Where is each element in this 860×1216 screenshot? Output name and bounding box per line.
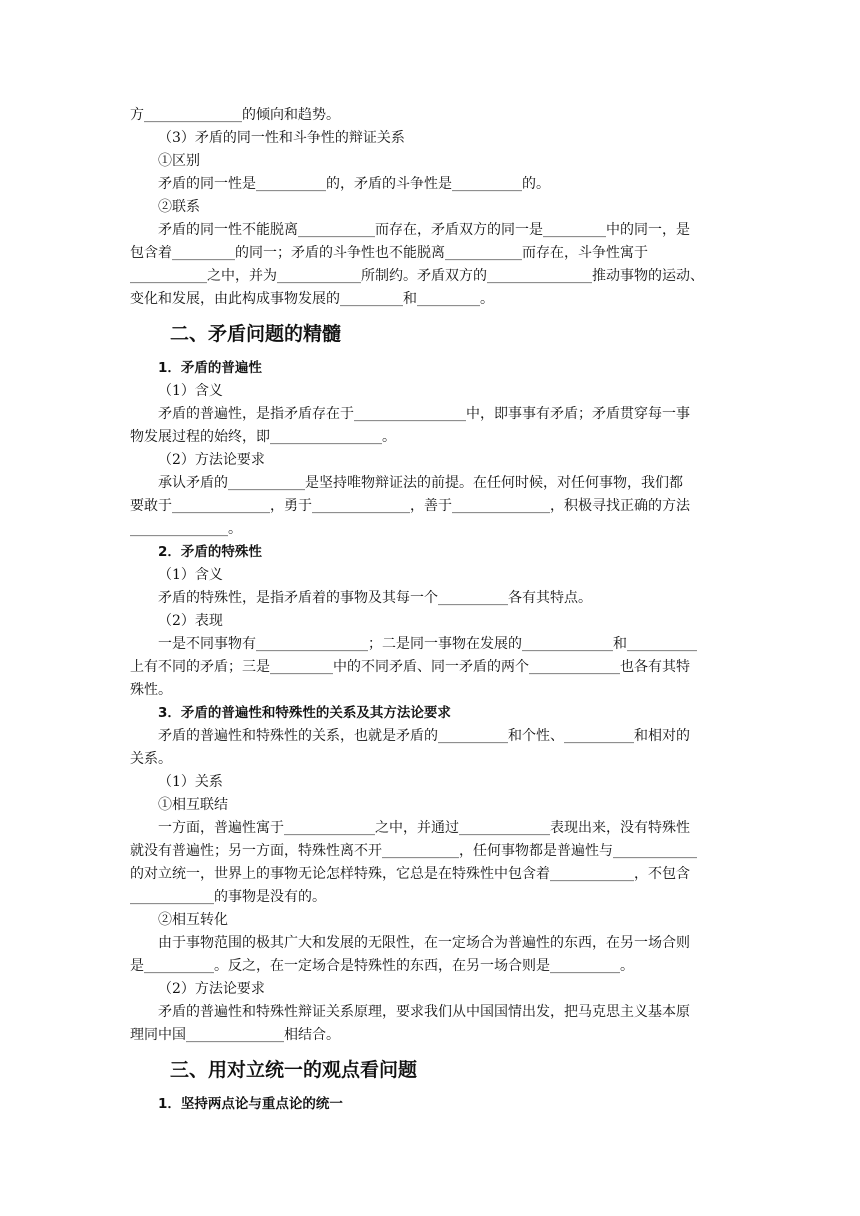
text-line: （2）方法论要求 [158, 981, 265, 997]
section-heading: 二、矛盾问题的精髓 [170, 323, 342, 345]
text-line: （1）含义 [158, 567, 223, 583]
text-line: 方______________的倾向和趋势。 [130, 107, 340, 123]
text-line: 殊性。 [130, 682, 172, 698]
text-line: 矛盾的普遍性，是指矛盾存在于________________中，即事事有矛盾；矛盾贯穿每一事 [158, 406, 690, 422]
text-line: 的对立统一，世界上的事物无论怎样特殊，它总是在特殊性中包含着____________，不包含 [130, 866, 690, 882]
subsection-heading: 2．矛盾的特殊性 [158, 544, 262, 560]
text-line: 就没有普遍性；另一方面，特殊性离不开___________，任何事物都是普遍性与____________ [130, 843, 697, 859]
text-line: 变化和发展，由此构成事物发展的_________和_________。 [130, 291, 494, 307]
text-line: 矛盾的普遍性和特殊性的关系，也就是矛盾的__________和个性、__________和相对的 [158, 728, 690, 744]
text-line: （1）关系 [158, 774, 223, 790]
text-line: 关系。 [130, 751, 172, 767]
text-line: 矛盾的同一性不能脱离___________而存在，矛盾双方的同一是_________中的同一，是 [158, 222, 690, 238]
text-line: 理同中国______________相结合。 [130, 1027, 340, 1043]
text-line: （2）方法论要求 [158, 452, 265, 468]
text-line: 矛盾的普遍性和特殊性辩证关系原理，要求我们从中国国情出发，把马克思主义基本原 [158, 1004, 690, 1020]
text-line: 由于事物范围的极其广大和发展的无限性，在一定场合为普遍性的东西，在另一场合则 [158, 935, 690, 951]
text-line: ___________之中，并为____________所制约。矛盾双方的_______________推动事物的运动、 [130, 268, 704, 284]
text-line: 一方面，普遍性寓于_____________之中，并通过_____________表现出来，没有特殊性 [158, 820, 690, 836]
text-line: 矛盾的同一性是__________的，矛盾的斗争性是__________的。 [158, 176, 550, 192]
text-line: 是__________。反之，在一定场合是特殊性的东西，在另一场合则是__________。 [130, 958, 634, 974]
section-heading: 三、用对立统一的观点看问题 [170, 1059, 418, 1081]
document-body [130, 104, 730, 1116]
text-line: ①区别 [158, 153, 200, 169]
text-line: （2）表现 [158, 613, 223, 629]
text-line: ______________。 [130, 521, 242, 537]
text-line: 矛盾的特殊性，是指矛盾着的事物及其每一个__________各有其特点。 [158, 590, 592, 606]
text-line: （3）矛盾的同一性和斗争性的辩证关系 [158, 130, 405, 146]
text-line: 物发展过程的始终，即________________。 [130, 429, 396, 445]
text-line: ②联系 [158, 199, 200, 215]
subsection-heading: 1．坚持两点论与重点论的统一 [158, 1096, 343, 1112]
text-line: ②相互转化 [158, 912, 228, 928]
text-line: （1）含义 [158, 383, 223, 399]
text-line: 承认矛盾的___________是坚持唯物辩证法的前提。在任何时候，对任何事物，我们都 [158, 475, 683, 491]
text-line: 包含着_________的同一；矛盾的斗争性也不能脱离___________而存在，斗争性寓于 [130, 245, 648, 261]
text-line: ①相互联结 [158, 797, 228, 813]
subsection-heading: 3．矛盾的普遍性和特殊性的关系及其方法论要求 [158, 705, 451, 721]
text-line: 要敢于______________，勇于______________，善于______________，积极寻找正确的方法 [130, 498, 690, 514]
text-line: 上有不同的矛盾；三是_________中的不同矛盾、同一矛盾的两个_____________也各有其特 [130, 659, 690, 675]
text-line: 一是不同事物有________________；二是同一事物在发展的_____________和__________ [158, 636, 697, 652]
text-line: ____________的事物是没有的。 [130, 889, 326, 905]
subsection-heading: 1．矛盾的普遍性 [158, 360, 262, 376]
